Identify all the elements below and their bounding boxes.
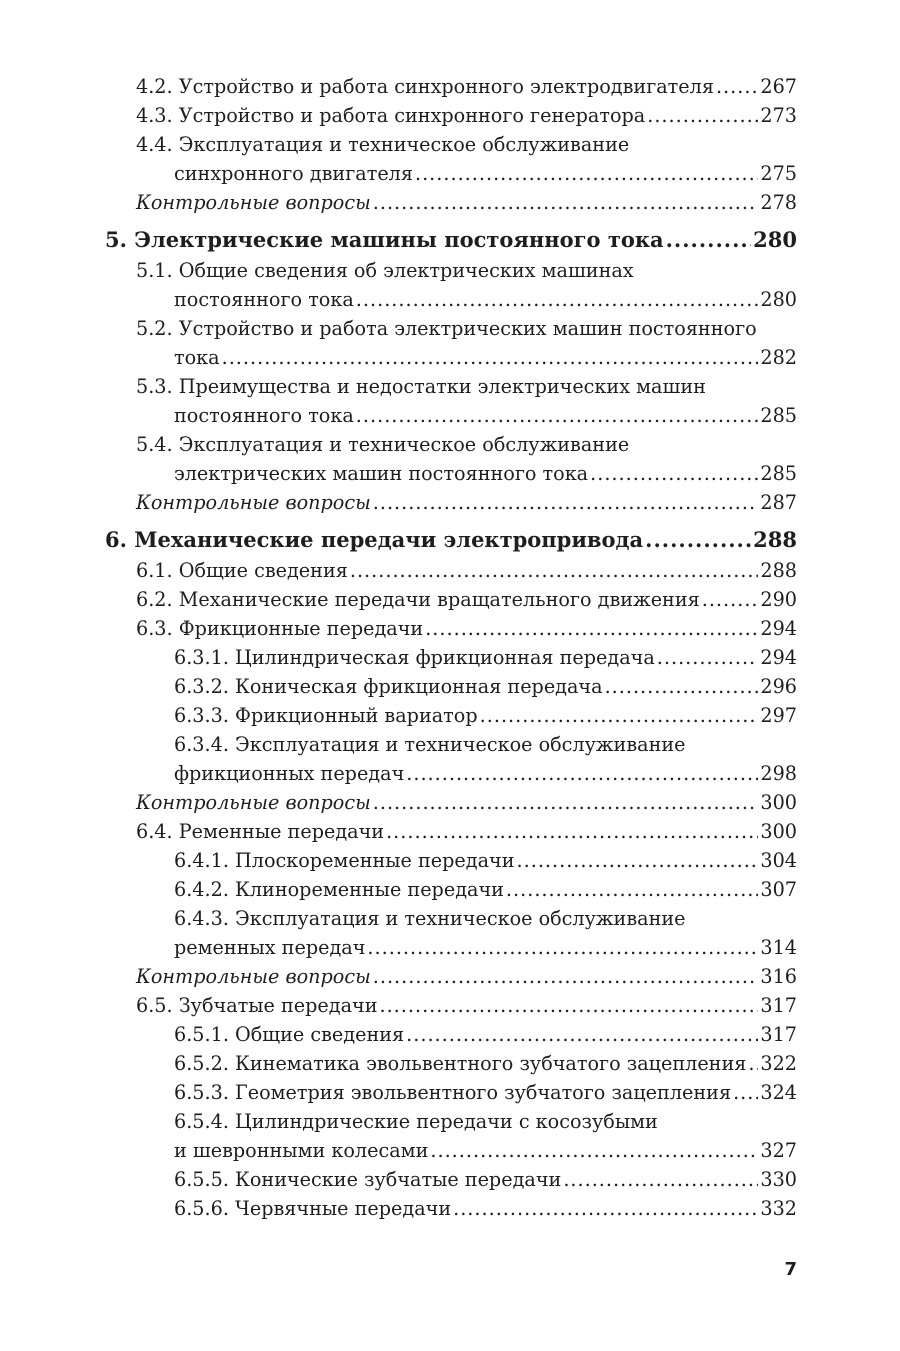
dot-leader <box>590 459 758 488</box>
entry-title: 6.5.2. Кинематика эвольвентного зубчатого зацепления <box>174 1052 747 1075</box>
entry-page: 297 <box>760 704 797 727</box>
dot-leader <box>415 159 758 188</box>
toc-entry-6-5-4 <box>105 1107 797 1165</box>
dot-leader <box>386 817 758 846</box>
entry-page: 285 <box>760 404 797 427</box>
entry-page: 332 <box>760 1197 797 1220</box>
entry-title: Контрольные вопросы <box>136 791 371 814</box>
entry-page: 307 <box>760 878 797 901</box>
entry-page: 280 <box>760 288 797 311</box>
entry-title: 4.2. Устройство и работа синхронного электродвигателя <box>136 75 714 98</box>
entry-title-line1: 5.4. Эксплуатация и техническое обслуживание <box>136 433 630 456</box>
entry-page: 298 <box>760 762 797 785</box>
dot-leader <box>373 488 759 517</box>
toc-entry-6-3-2 <box>105 672 797 701</box>
entry-page: 330 <box>760 1168 797 1191</box>
dot-leader <box>563 1165 758 1194</box>
entry-title: тока <box>174 346 220 369</box>
toc-entry-6-5-6 <box>105 1194 797 1223</box>
entry-page: 314 <box>760 936 797 959</box>
entry-page: 300 <box>760 820 797 843</box>
dot-leader <box>406 1020 758 1049</box>
entry-page: 273 <box>760 104 797 127</box>
toc-entry-6-1 <box>105 556 797 585</box>
dot-leader <box>373 188 759 217</box>
dot-leader <box>430 1136 758 1165</box>
dot-leader <box>702 585 759 614</box>
toc-entry-6-5 <box>105 991 797 1020</box>
entry-title: постоянного тока <box>174 404 354 427</box>
toc-entry-6-5-3 <box>105 1078 797 1107</box>
entry-page: 290 <box>760 588 797 611</box>
entry-title: 6.5.5. Конические зубчатые передачи <box>174 1168 562 1191</box>
entry-page: 316 <box>760 965 797 988</box>
dot-leader <box>367 933 758 962</box>
toc-chapter-6 <box>105 525 797 554</box>
dot-leader <box>647 101 758 130</box>
entry-page: 267 <box>760 75 797 98</box>
entry-title: 6.2. Механические передачи вращательного движения <box>136 588 700 611</box>
dot-leader <box>480 701 759 730</box>
dot-leader <box>645 525 751 554</box>
entry-title: 6.5.6. Червячные передачи <box>174 1197 452 1220</box>
entry-page: 278 <box>760 191 797 214</box>
dot-leader <box>222 343 759 372</box>
chapter-title: 5. Электрические машины постоянного тока <box>105 227 664 252</box>
entry-title-line1: 5.3. Преимущества и недостатки электрических машин <box>136 375 706 398</box>
entry-page: 327 <box>760 1139 797 1162</box>
entry-page: 282 <box>760 346 797 369</box>
entry-page: 296 <box>760 675 797 698</box>
toc-entry-5-3 <box>105 372 797 430</box>
entry-page: 317 <box>760 1023 797 1046</box>
dot-leader <box>733 1078 758 1107</box>
entry-title: Контрольные вопросы <box>136 965 371 988</box>
dot-leader <box>748 1049 758 1078</box>
entry-page: 300 <box>760 791 797 814</box>
toc-chapter-5 <box>105 225 797 254</box>
entry-title: фрикционных передач <box>174 762 405 785</box>
toc-entry-6-4-2 <box>105 875 797 904</box>
toc-entry-6-3-3 <box>105 701 797 730</box>
toc-entry-questions-5 <box>105 488 797 517</box>
entry-page: 304 <box>760 849 797 872</box>
dot-leader <box>356 285 759 314</box>
entry-page: 294 <box>760 617 797 640</box>
entry-title: ременных передач <box>174 936 366 959</box>
entry-title-line1: 6.5.4. Цилиндрические передачи с косозубыми <box>174 1110 658 1133</box>
entry-title: 6.3. Фрикционные передачи <box>136 617 424 640</box>
dot-leader <box>517 846 759 875</box>
toc-entry-6-5-2 <box>105 1049 797 1078</box>
entry-title-line1: 5.1. Общие сведения об электрических машинах <box>136 259 634 282</box>
dot-leader <box>425 614 758 643</box>
entry-page: 275 <box>760 162 797 185</box>
toc-entry-4-4 <box>105 130 797 188</box>
dot-leader <box>666 225 752 254</box>
entry-title: 4.3. Устройство и работа синхронного генератора <box>136 104 646 127</box>
entry-title: 6.4.2. Клиноременные передачи <box>174 878 504 901</box>
entry-page: 322 <box>760 1052 797 1075</box>
toc-entry-5-1 <box>105 256 797 314</box>
chapter-title: 6. Механические передачи электропривода <box>105 527 644 552</box>
entry-page: 287 <box>760 491 797 514</box>
entry-title: 6.3.3. Фрикционный вариатор <box>174 704 478 727</box>
toc-entry-6-4 <box>105 817 797 846</box>
entry-page: 285 <box>760 462 797 485</box>
entry-title: 6.1. Общие сведения <box>136 559 348 582</box>
entry-title: 6.4.1. Плоскоременные передачи <box>174 849 515 872</box>
toc-entry-4-2 <box>105 72 797 101</box>
chapter-page: 280 <box>753 227 797 252</box>
page-number: 7 <box>784 1259 797 1280</box>
toc-entry-questions-6-4 <box>105 962 797 991</box>
entry-page: 317 <box>760 994 797 1017</box>
entry-title: Контрольные вопросы <box>136 191 371 214</box>
entry-title: 6.4. Ременные передачи <box>136 820 385 843</box>
toc-entry-6-5-1 <box>105 1020 797 1049</box>
toc-entry-6-2 <box>105 585 797 614</box>
entry-title: Контрольные вопросы <box>136 491 371 514</box>
entry-title: и шевронными колесами <box>174 1139 429 1162</box>
toc-entry-questions-6-3 <box>105 788 797 817</box>
toc-entry-5-4 <box>105 430 797 488</box>
toc-entry-questions-4 <box>105 188 797 217</box>
entry-title: 6.5. Зубчатые передачи <box>136 994 378 1017</box>
entry-title-line1: 6.3.4. Эксплуатация и техническое обслуживание <box>174 733 686 756</box>
dot-leader <box>356 401 759 430</box>
dot-leader <box>350 556 759 585</box>
chapter-page: 288 <box>753 527 797 552</box>
entry-title: 6.3.1. Цилиндрическая фрикционная передача <box>174 646 655 669</box>
dot-leader <box>373 962 759 991</box>
entry-title: 6.5.1. Общие сведения <box>174 1023 405 1046</box>
dot-leader <box>373 788 759 817</box>
toc-entry-6-3 <box>105 614 797 643</box>
toc-entry-6-3-1 <box>105 643 797 672</box>
dot-leader <box>657 643 759 672</box>
toc-entry-6-3-4 <box>105 730 797 788</box>
entry-page: 294 <box>760 646 797 669</box>
entry-title-line1: 4.4. Эксплуатация и техническое обслуживание <box>136 133 630 156</box>
entry-title: 6.5.3. Геометрия эвольвентного зубчатого зацепления <box>174 1081 732 1104</box>
dot-leader <box>379 991 758 1020</box>
dot-leader <box>453 1194 758 1223</box>
toc-entry-6-4-3 <box>105 904 797 962</box>
entry-page: 324 <box>760 1081 797 1104</box>
toc-entry-5-2 <box>105 314 797 372</box>
toc-entry-4-3 <box>105 101 797 130</box>
entry-page: 288 <box>760 559 797 582</box>
entry-title: электрических машин постоянного тока <box>174 462 589 485</box>
dot-leader <box>716 72 758 101</box>
entry-title: синхронного двигателя <box>174 162 413 185</box>
dot-leader <box>406 759 758 788</box>
entry-title-line1: 6.4.3. Эксплуатация и техническое обслуживание <box>174 907 686 930</box>
toc-entry-6-5-5 <box>105 1165 797 1194</box>
dot-leader <box>605 672 759 701</box>
toc-entry-6-4-1 <box>105 846 797 875</box>
dot-leader <box>506 875 758 904</box>
table-of-contents <box>105 72 797 1223</box>
entry-title-line1: 5.2. Устройство и работа электрических машин постоянного <box>136 317 757 340</box>
entry-title: 6.3.2. Коническая фрикционная передача <box>174 675 603 698</box>
entry-title: постоянного тока <box>174 288 354 311</box>
